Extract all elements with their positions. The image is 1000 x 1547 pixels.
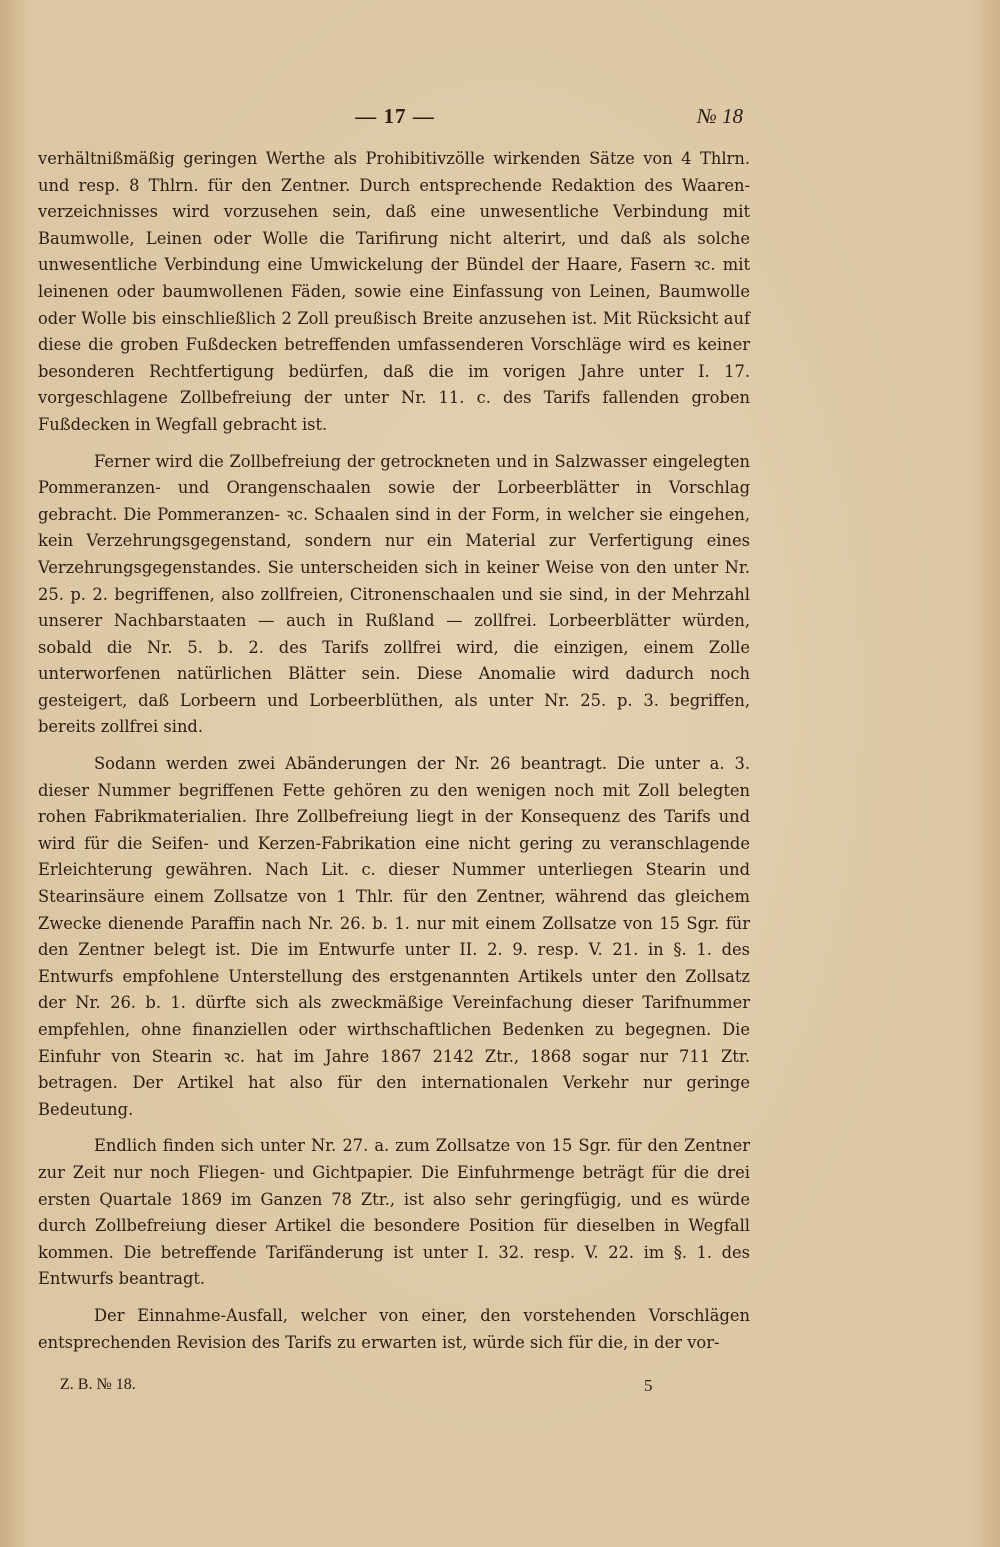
printer-signature: Z. B. № 18.: [60, 1376, 136, 1393]
page-footer: [0, 1376, 1000, 1400]
paragraph: Endlich finden sich unter Nr. 27. a. zum Zollsatze von 15 Sgr. für den Zentner zur Zeit nur noch Fliegen- und Gichtpapier. Die Einfuhrmenge beträgt für die drei ersten Quartale 1869 im Ganzen 78 Ztr., ist also sehr geringfügig, und es würde durch Zollbefreiung dieser Artikel die besondere Position für dieselben in Wegfall kommen. Die betreffende Tarifänderung ist unter I. 32. resp. V. 22. im §. 1. des Entwurfs beantragt.: [38, 1136, 750, 1289]
body-text: [38, 146, 750, 1366]
page-header: [0, 104, 1000, 134]
document-number: № 18: [696, 104, 743, 128]
sheet-number: 5: [644, 1376, 653, 1395]
paragraph: Der Einnahme-Ausfall, welcher von einer, den vorstehenden Vorschlägen entsprechenden Revision des Tarifs zu erwarten ist, würde sich für die, in der vor-: [38, 1305, 750, 1352]
paragraph: Ferner wird die Zollbefreiung der getrockneten und in Salzwasser eingelegten Pommeranzen- und Orangenschaalen sowie der Lorbeerblätter in Vorschlag gebracht. Die Pommeranzen- ꝛc. Schaalen sind in der Form, in welcher sie eingehen, kein Verzehrungsgegenstand, sondern nur ein Material zur Verfertigung eines Verzehrungsgegenstandes. Sie unterscheiden sich in keiner Weise von den unter Nr. 25. p. 2. begriffenen, also zollfreien, Citronenschaalen und sie sind, in der Mehrzahl unserer Nachbarstaaten — auch in Rußland — zollfrei. Lorbeerblätter würden, sobald die Nr. 5. b. 2. des Tarifs zollfrei wird, die einzigen, einem Zolle unterworfenen natürlichen Blätter sein. Diese Anomalie wird dadurch noch gesteigert, daß Lorbeern und Lorbeerblüthen, als unter Nr. 25. p. 3. begriffen, bereits zollfrei sind.: [38, 451, 750, 737]
page-number: — 17 —: [355, 104, 435, 128]
paragraph-continuation: verhältnißmäßig geringen Werthe als Prohibitivzölle wirkenden Sätze von 4 Thlrn. und resp. 8 Thlrn. für den Zentner. Durch entsprechende Redaktion des Waaren-verzeichnisses wird vorzusehen sein, daß eine unwesentliche Verbindung mit Baumwolle, Leinen oder Wolle die Tarifirung nicht alterirt, und daß als solche unwesentliche Verbindung eine Umwickelung der Bündel der Haare, Fasern ꝛc. mit leinenen oder baumwollenen Fäden, sowie eine Einfassung von Leinen, Baumwolle oder Wolle bis einschließlich 2 Zoll preußisch Breite anzusehen ist. Mit Rücksicht auf diese die groben Fußdecken betreffenden umfassenderen Vorschläge wird es keiner besonderen Rechtfertigung bedürfen, daß die im vorigen Jahre unter I. 17. vorgeschlagene Zollbefreiung der unter Nr. 11. c. des Tarifs fallenden groben Fußdecken in Wegfall gebracht ist.: [38, 149, 750, 434]
paragraph: Sodann werden zwei Abänderungen der Nr. 26 beantragt. Die unter a. 3. dieser Nummer begriffenen Fette gehören zu den wenigen noch mit Zoll belegten rohen Fabrikmaterialien. Ihre Zollbefreiung liegt in der Konsequenz des Tarifs und wird für die Seifen- und Kerzen-Fabrikation eine nicht gering zu veranschlagende Erleichterung gewähren. Nach Lit. c. dieser Nummer unterliegen Stearin und Stearinsäure einem Zollsatze von 1 Thlr. für den Zentner, während das gleichem Zwecke dienende Paraffin nach Nr. 26. b. 1. nur mit einem Zollsatze von 15 Sgr. für den Zentner belegt ist. Die im Entwurfe unter II. 2. 9. resp. V. 21. in §. 1. des Entwurfs empfohlene Unterstellung des erstgenannten Artikels unter den Zollsatz der Nr. 26. b. 1. dürfte sich als zweckmäßige Vereinfachung dieser Tarifnummer empfehlen, ohne finanziellen oder wirthschaftlichen Bedenken zu begegnen. Die Einfuhr von Stearin ꝛc. hat im Jahre 1867 2142 Ztr., 1868 sogar nur 711 Ztr. betragen. Der Artikel hat also für den internationalen Verkehr nur geringe Bedeutung.: [38, 754, 750, 1119]
